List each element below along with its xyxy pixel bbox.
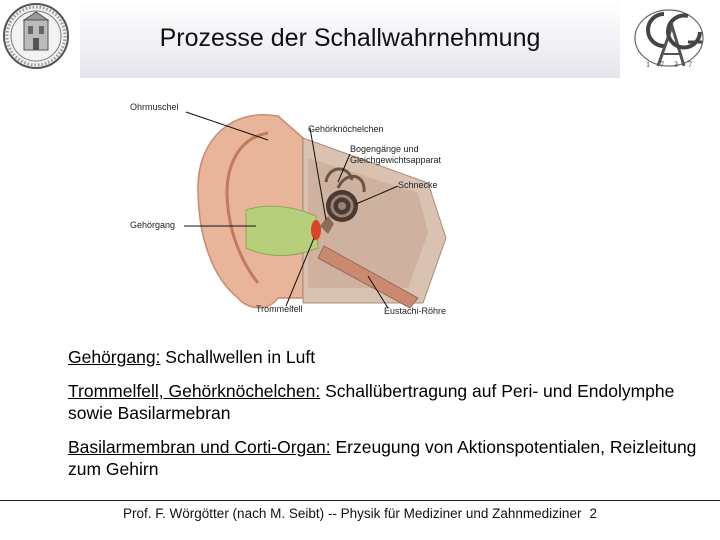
ear-anatomy-illustration <box>128 98 468 320</box>
bullet-text: Schallwellen in Luft <box>160 347 316 367</box>
footer-divider <box>0 500 720 501</box>
bullet-item-trommelfell <box>68 380 698 424</box>
footer-credit: Prof. F. Wörgötter (nach M. Seibt) -- Physik für Mediziner und Zahnmediziner <box>123 506 582 521</box>
bullet-term: Gehörgang: <box>68 347 161 367</box>
label-gehoerknoechelchen: Gehörknöchelchen <box>308 124 384 134</box>
label-eustachi-roehre: Eustachi-Röhre <box>384 306 447 316</box>
label-ohrmuschel: Ohrmuschel <box>130 102 179 112</box>
label-trommelfell: Trommelfell <box>256 304 303 314</box>
ear-anatomy-figure <box>128 98 468 320</box>
bullet-text: Erzeugung von Aktionspotentialen, Reizleitung zum Gehirn <box>68 437 697 479</box>
logo-year-lettering: 1 7 3 7 <box>646 60 696 69</box>
page-title: Prozesse der Schallwahrnehmung <box>159 24 541 52</box>
bullet-term: Trommelfell, Gehörknöchelchen: <box>68 381 321 401</box>
bullet-item-basilarmembran <box>68 436 698 480</box>
university-seal-icon <box>2 2 70 70</box>
label-gehoergang: Gehörgang <box>130 220 176 230</box>
bullet-item-gehoergang <box>68 346 698 368</box>
label-bogengaenge-line1: Bogengänge und <box>350 144 419 154</box>
bullet-text: Schallübertragung auf Peri- und Endolymphe sowie Basilarmebran <box>68 381 675 423</box>
label-schnecke: Schnecke <box>398 180 438 190</box>
footer <box>0 506 720 521</box>
bullet-term: Basilarmembran und Corti-Organ: <box>68 437 331 457</box>
label-bogengaenge-line2: Gleichgewichtsapparat <box>350 155 442 165</box>
bullet-list <box>68 346 698 492</box>
page-number: 2 <box>589 506 597 521</box>
